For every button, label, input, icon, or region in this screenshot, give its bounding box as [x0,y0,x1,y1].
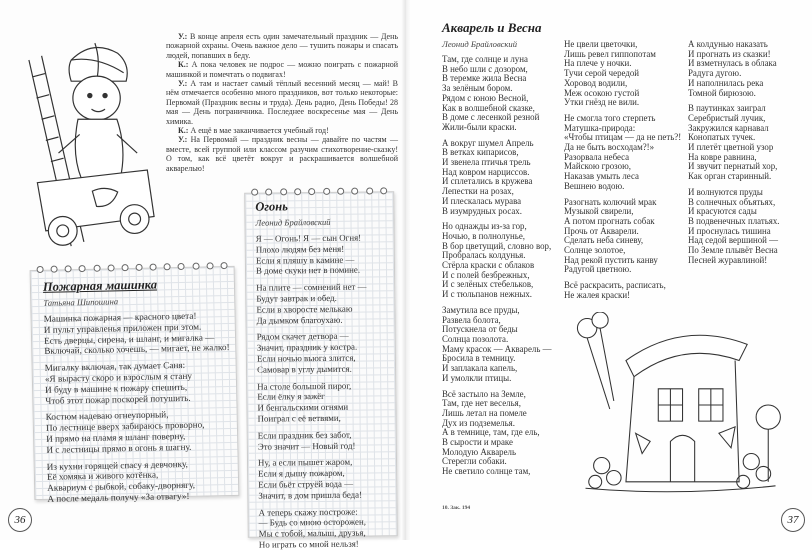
stanza [442,222,551,300]
poem-line: А в темнице, там, где ель, [442,427,540,438]
poem-line: Не жалея краски! [564,289,631,300]
stanza [257,380,395,425]
stanza [442,306,551,384]
speaker-label: У.: [178,79,188,89]
poem-line: «Я вырасту скоро и взрослым я стану [44,370,193,384]
poem-line: Если праздник без забот, [257,429,352,441]
dialogue-text: А там и настает самый тёплый весенний месяц — май! В нём отмечается особенно много праздников, вот только некоторые: Первомай (Праздник весны и труда). День радио, День Победы! 28 мая — День пограничника. Последнее воскресенье мая — День химика. [166,79,398,126]
binding-ring [380,187,387,194]
poem-line: Есть дверцы, сирена, и шланг, и мигалка — [43,331,215,346]
dialogue-text: А пока человек не подрос — можно поиграть с пожарной машинкой и помечтать о подвигах! [166,60,399,79]
poem-line: И проснулась тишина [688,225,771,236]
poem-line: Как орган старинный. [688,171,772,182]
poem-line: Наказав умыть леса [564,171,639,182]
poem-line: В доме с лесенкой резной [442,112,540,123]
poem-line: Поиграл с её ветвями, [257,412,341,424]
stanza [256,232,394,277]
poem-line: Жили-были краски. [442,121,517,132]
poem-line: В ветках кипарисов, [442,147,519,158]
poem-line: В солнечных объятьях, [688,196,776,207]
stanza [442,390,551,477]
poem-line: Лишь летал на помеле [442,407,527,418]
poem-line: Ночью, в полнолунье, [442,230,525,241]
stanza [564,198,681,276]
dialogue-paragraph [166,126,398,135]
poem-line: Всё раскрасить, расписать, [564,280,666,291]
poem-line: И с полей безбрежных, [442,269,530,280]
stanza [47,457,239,504]
poem-line: — Будь со мною осторожен, [258,516,366,528]
poem-line: Не светило солнце там, [442,466,531,477]
poem-title: Огонь [255,199,288,214]
binding-ring [121,264,128,271]
poem-line: За зелёным бором. [442,83,513,94]
poem-line: Будут завтрак и обед. [256,292,337,304]
poem-line: На плече у ночки. [564,58,632,69]
poem-line: Над седой вершиной — [688,235,779,246]
poem-column-2 [564,40,681,301]
stanza [442,55,551,133]
binding-ring [280,188,287,195]
stanza [442,139,551,217]
poem-line: Стерегли собаки. [442,456,507,467]
poem-line: И умолкли птицы. [442,372,512,383]
binding-ring [135,264,142,271]
poem-line: Сделать неба синеву, [564,235,644,246]
poem-line: Дух из подземелья. [442,417,515,428]
binding-ring [79,265,86,272]
speaker-label: У.: [178,135,188,145]
poem-line: Всё застыло на Земле, [442,388,526,399]
poem-line: Майскою грозою, [564,161,631,172]
binding-ring [206,262,213,269]
binding-ring [351,188,358,195]
poem-line: Пробралась колдунья. [442,250,526,261]
poem-line: Не цвели цветочки, [564,39,638,49]
poem-line: Стёрла краски с облаков [442,260,535,271]
poem-line: Если бьёт струёй вода — [258,478,354,490]
poem-line: Если ёлку я зажёг [257,391,325,403]
poem-line: Если я дышу пожаром, [258,467,345,479]
poem-line: Мигалку включая, так думает Саня: [44,360,186,374]
poem-line: И плескалась мурава [442,195,522,206]
binding-ring [51,266,58,273]
poem-line: И сплетались в кружева [442,176,533,187]
poem-author: Леонид Брайловский [442,39,518,49]
poem-body [44,310,239,505]
binding-ring [366,187,373,194]
poem-line: Значит, праздник у костра. [256,341,358,353]
poem-line: Радуга дугою. [688,68,742,79]
poem-line: В паутинках заиграл [688,103,766,114]
poem-line: И заплакала капель, [442,363,518,374]
dialogue-paragraph [166,60,398,79]
poem-line: И звенела птичья трель [442,157,531,168]
spiral-binding [251,187,387,195]
poem-line: Ну, а если пышет жаром, [257,457,353,469]
poem-line: Из кухни горящей спасу я девчонку, [46,458,188,472]
left-page [0,0,406,550]
page-number: 36 [8,508,32,532]
stanza [45,359,237,406]
poem-line: И прямо на пламя я шланг поверну, [46,430,186,444]
dialogue-text [166,32,398,173]
dialogue-text: А ещё в мае заканчивается учебный год! [190,126,329,136]
poem-line: Солнце золотое, [564,245,626,256]
stanza [258,429,396,452]
binding-ring [150,264,157,271]
dialogue-paragraph [166,79,398,126]
poem-line: Не смогла того стерпеть [564,112,656,123]
poem-card-fire [244,191,398,550]
poem-title: Акварель и Весна [442,20,542,35]
poem-line: Но играть со мной нельзя! [258,538,359,550]
poem-line: Солнца позолота. [442,333,509,344]
binding-ring [337,188,344,195]
speaker-label: У.: [178,32,188,41]
poem-line: И с зелёных стебельков, [442,279,534,290]
poem-line: И с лестницы прямо в огонь я шагну. [46,441,192,455]
poem-card-fire-truck [30,266,240,504]
poem-line: Но однажды из-за гор, [442,221,527,232]
poem-line: И буду в машине к пожару спешить, [45,381,188,395]
binding-ring [265,188,272,195]
poem-line: Там, где солнце и луна [442,54,528,64]
poem-line: Разорвала небеса [564,151,630,162]
binding-ring [323,188,330,195]
poem-line: И звучит пернатый хор, [688,161,778,172]
stanza [46,408,238,455]
poem-line: А вокруг шумел Апрель [442,137,534,148]
binding-ring [164,263,171,270]
poem-column-3 [688,40,780,265]
binding-ring [192,263,199,270]
stanza [688,104,780,182]
poem-line: Да не быть восходам?!» [564,142,655,153]
poem-line: Да дымком благоухаю. [256,314,343,326]
poem-line: Разогнать колючий мрак [564,196,657,207]
poem-line: Аквариум с рыбкой, собаку-дворнягу, [47,479,196,494]
poem-line: Вешнею водою. [564,180,625,191]
stanza [256,281,394,326]
poem-line: И бенгальскими огнями [257,401,349,413]
poem-line: Конопатых тучек. [688,132,756,143]
poem-body [442,55,551,477]
poem-line: Песней журавлиной! [688,254,768,265]
poem-body [688,40,780,265]
stanza [258,506,396,551]
dialogue-text: На Первомай — праздник весны — давайте по частям — вместе, всей группой или классом разучим стихотворение-сказку! О том, как всё цветёт вокруг и раскрашивается волшебной акварелью! [166,135,399,173]
poem-line: Включай, сколько хочешь, — мигает, не жалко! [44,342,230,357]
binding-ring [65,265,72,272]
poem-line: Хоровод водили, [564,77,628,88]
poem-line: Её хомяка и живого котёнка, [46,469,159,483]
binding-ring [220,262,227,269]
spiral-binding [37,262,228,273]
stanza [44,310,236,357]
page-gutter [401,0,411,540]
poem-line: Если в хворосте мелькаю [256,303,353,315]
poem-line: Закружился карнавал [688,122,769,133]
stanza [688,40,780,98]
poem-line: И плетёт цветной узор [688,142,774,153]
poem-line: В небо шли с дозором, [442,63,528,74]
poem-line: Меж осокою густой [564,87,640,98]
poem-line: Самовар в углу дымится. [256,363,352,375]
poem-line: Бросила в темницу. [442,353,516,364]
poem-line: И волнуются пруды [688,186,763,197]
poem-line: Мы с тобой, малыш, друзья, [258,527,366,539]
poem-line: По лестнице вверх забираюсь проворно, [45,419,205,434]
poem-line: В доме скуки нет в помине. [255,264,361,277]
poem-line: И пульт управленья приложен при этом. [43,321,202,335]
poem-line: Рядом с юною Весной, [442,92,529,103]
poem-line: А потом прогнать собак [564,215,655,226]
print-footer: 10. Зак. 194 [442,505,471,511]
poem-line: Радугой цветною. [564,264,632,275]
binding-ring [107,264,114,271]
poem-line: В подвенечных платьях. [688,215,780,226]
binding-ring [251,189,258,196]
binding-ring [294,188,301,195]
stanza [564,281,681,300]
poem-line: Машинка пожарная — красного цвета! [43,310,197,324]
poem-line: В сырости и мраке [442,437,513,448]
poem-line: Лишь ревел гиппопотам [564,48,656,59]
poem-line: Прочь от Акварели. [564,225,639,236]
poem-line: И красуются сады [688,206,757,217]
poem-author: Татьяна Шипошина [43,296,119,308]
poem-line: Если ночью вьюга злится, [256,352,356,364]
binding-ring [178,263,185,270]
speaker-label: К.: [178,126,189,136]
fairy-house-illustration [566,312,791,502]
poem-line: Там, где нет веселья, [442,398,521,409]
poem-body [256,232,397,550]
poem-line: Молодую Акварель [442,446,516,457]
poem-line: Лепестки на розах, [442,186,514,197]
poem-line: Развела болота, [442,314,501,325]
poem-line: Над ковром нарциссов. [442,166,530,177]
poem-line: В теремке жила Весна [442,73,527,84]
poem-line: Музыкой свирели, [564,206,634,217]
poem-line: Чтоб этот пожар поскорей потушить. [45,392,191,406]
poem-line: А колдунью наказать [688,39,768,49]
poem-line: На ковре равнина, [688,151,757,162]
poem-line: Над рекой пустить канву [564,254,658,265]
stanza [688,188,780,266]
poem-line: Это значит — Новый год! [257,440,356,452]
poem-line: И прогнать из сказки! [688,48,771,59]
dialogue-paragraph [166,135,398,173]
stanza [258,457,396,502]
poem-line: Утки гнёзд не вили. [564,97,640,108]
poem-line: В изумрудных росах. [442,205,522,216]
poem-line: Тучи серой чередой [564,68,640,79]
poem-line: Как в волшебной сказке, [442,102,535,113]
poem-line: Серебристый лучик, [688,112,766,123]
poem-line: Томной бирюзою. [688,87,756,98]
speaker-label: К.: [178,60,189,70]
poem-line: Костюм надеваю огнеупорный, [45,409,169,423]
poem-line: А после медаль получу «За отвагу»! [47,490,190,504]
binding-ring [93,265,100,272]
poem-line: Значит, в дом пришла беда! [258,489,363,501]
stanza [257,331,395,376]
poem-title: Пожарная машинка [42,277,158,294]
poem-line: Замутила все пруды, [442,304,520,315]
dialogue-paragraph [166,32,398,60]
poem-line: И взметнулась в облака [688,58,777,69]
poem-author: Леонид Брайловский [255,216,331,228]
poem-line: Потускнела от беды [442,324,518,335]
right-page [406,0,812,540]
poem-line: На столе большой пирог, [257,380,352,392]
poem-line: На плите — сомнений нет — [256,281,367,293]
poem-line: Рядом скачет детвора — [256,331,349,343]
boy-in-fire-truck-illustration [12,25,160,260]
binding-ring [37,266,44,273]
poem-line: Я — Огонь! Я — сын Огня! [255,232,362,244]
poem-line: Плохо людям без меня! [255,243,345,255]
dialogue-text: В конце апреля есть один замечательный праздник — День пожарной охраны. Очень важное дело — тушить пожары и спасать людей, попавших в беду. [166,32,399,60]
binding-ring [308,188,315,195]
stanza [564,114,681,192]
poem-column-1 [442,20,551,477]
poem-line: И с тюльпанов нежных. [442,289,533,300]
poem-line: Маму красок — Акварель — [442,343,552,354]
poem-line: В бор цветущий, словно вор, [442,240,552,251]
page-number: 37 [781,508,805,532]
poem-body [564,40,681,301]
poem-line: А теперь скажу построже: [258,506,358,518]
poem-line: Матушка-природа: [564,122,636,133]
poem-line: Если я пляшу в камине — [255,254,355,266]
poem-line: И наполнилась река [688,77,764,88]
stanza [564,40,681,108]
poem-line: По Земле плывёт Весна [688,245,778,256]
poem-line: «Чтобы птицам — да не петь?! [564,132,682,143]
